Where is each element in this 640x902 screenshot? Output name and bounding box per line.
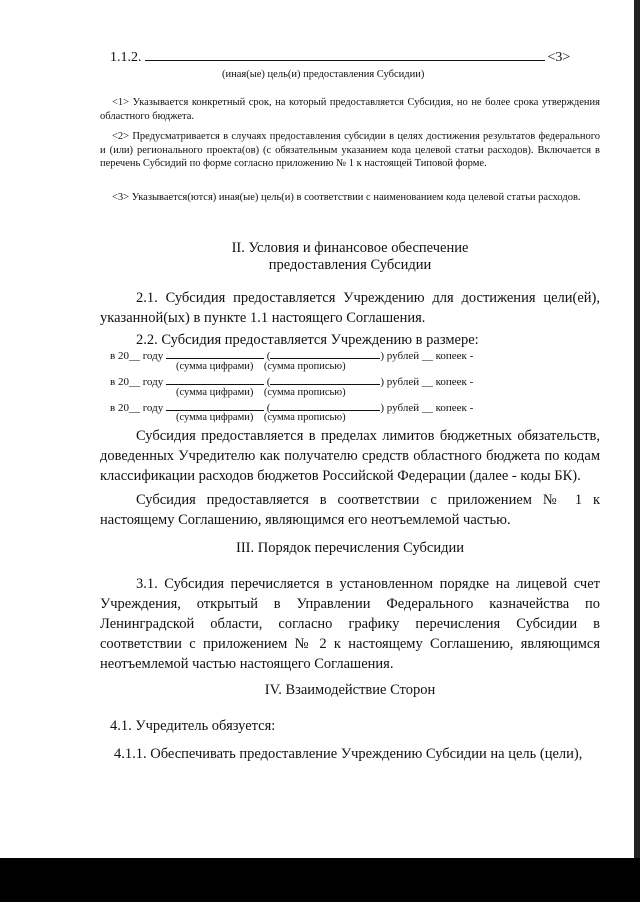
paragraph-2-1: 2.1. Субсидия предоставляется Учреждению для достижения цели(ей), указанной(ых) в пункте 1.1 настоящего Соглашения. <box>100 290 600 326</box>
paragraph-appendix: Субсидия предоставляется в соответствии с приложением № 1 к настоящему Соглашению, являющимся его неотъемлемой частью. <box>100 492 600 528</box>
goal-caption: (иная(ые) цель(и) предоставления Субсидии) <box>222 69 425 80</box>
footnote-ref: <3> <box>547 50 571 65</box>
paragraph-4-1: 4.1. Учредитель обязуется: <box>110 718 276 734</box>
amount-words-blank <box>270 348 380 359</box>
amount-words-blank <box>270 374 380 385</box>
amount-caption: (сумма цифрами) (сумма прописью) <box>176 361 346 372</box>
amount-row: в 20__ году ( ) рублей __ копеек - <box>110 350 474 362</box>
paragraph-limits: Субсидия предоставляется в пределах лимитов бюджетных обязательств, доведенных Учредителю как получателю средств областного бюджета по кодам классификации расходов бюджетов Российской Федерации (далее - коды БК). <box>100 428 600 484</box>
scan-edge <box>634 0 640 858</box>
footnote-1: <1> Указывается конкретный срок, на который предоставляется Субсидия, но не более срока утверждения областного бюджета. <box>100 97 600 122</box>
footnote-3: <3> Указывается(ются) иная(ые) цель(и) в соответствии с наименованием кода целевой статьи расходов. <box>112 192 581 203</box>
item-number: 1.1.2. <box>110 50 142 65</box>
footnote-2: <2> Предусматривается в случаях предоставления субсидии в целях достижения результатов федерального и (или) регионального проекта(ов) (с обязательным указанием кода целевой статьи расходов). Включается в перечень Субсидий по форме согласно приложению № 1 к настоящей Типовой форме. <box>100 131 600 169</box>
paragraph-2-2: 2.2. Субсидия предоставляется Учреждению в размере: <box>136 332 479 348</box>
section-3-heading: III. Порядок перечисления Субсидии <box>235 540 464 556</box>
amount-digits-blank <box>166 400 264 411</box>
amount-row: в 20__ году ( ) рублей __ копеек - <box>110 376 474 388</box>
section-2-heading: II. Условия и финансовое обеспечение предоставления Субсидии <box>231 240 469 273</box>
amount-row: в 20__ году ( ) рублей __ копеек - <box>110 402 474 414</box>
amount-digits-blank <box>166 348 264 359</box>
item-1-1-2-line <box>110 48 600 66</box>
amount-caption: (сумма цифрами) (сумма прописью) <box>176 387 346 398</box>
paragraph-3-1: 3.1. Субсидия перечисляется в установленном порядке на лицевой счет Учреждения, открытый в Управлении Федерального казначейства по Ленинградской области, согласно графику перечисления Субсидии в соответствии с приложением № 2 к настоящему Соглашению, являющимся неотъемлемой частью настоящего Соглашения. <box>100 576 600 672</box>
paragraph-4-1-1: 4.1.1. Обеспечивать предоставление Учреждению Субсидии на цель (цели), <box>114 746 583 762</box>
section-4-heading: IV. Взаимодействие Сторон <box>264 682 436 698</box>
amount-words-blank <box>270 400 380 411</box>
amount-caption: (сумма цифрами) (сумма прописью) <box>176 412 346 423</box>
fill-in-line <box>145 48 545 61</box>
amount-digits-blank <box>166 374 264 385</box>
scan-bottom-bar <box>0 858 640 902</box>
